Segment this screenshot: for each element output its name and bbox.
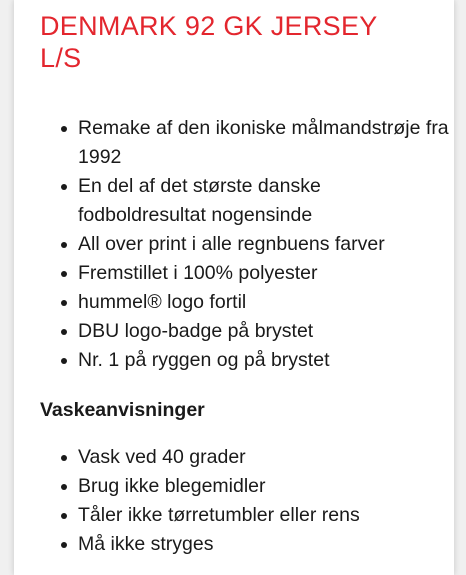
feature-item: All over print i alle regnbuens farver [40, 230, 454, 259]
feature-item: DBU logo-badge på brystet [40, 317, 454, 346]
feature-item: Nr. 1 på ryggen og på brystet [40, 346, 454, 375]
feature-list [40, 114, 454, 375]
product-description-card [14, 0, 454, 575]
care-item: Tåler ikke tørretumbler eller rens [40, 501, 454, 530]
feature-item: Fremstillet i 100% polyester [40, 259, 454, 288]
feature-item: Remake af den ikoniske målmandstrøje fra 1992 [40, 114, 454, 172]
feature-item: En del af det største danske fodboldresultat nogensinde [40, 172, 454, 230]
product-title: DENMARK 92 GK JERSEY L/S [40, 11, 378, 73]
care-heading: Vaskeanvisninger [40, 399, 205, 421]
feature-item: hummel® logo fortil [40, 288, 454, 317]
care-item: Vask ved 40 grader [40, 443, 454, 472]
care-list [40, 443, 454, 559]
care-item: Må ikke stryges [40, 530, 454, 559]
care-item: Brug ikke blegemidler [40, 472, 454, 501]
